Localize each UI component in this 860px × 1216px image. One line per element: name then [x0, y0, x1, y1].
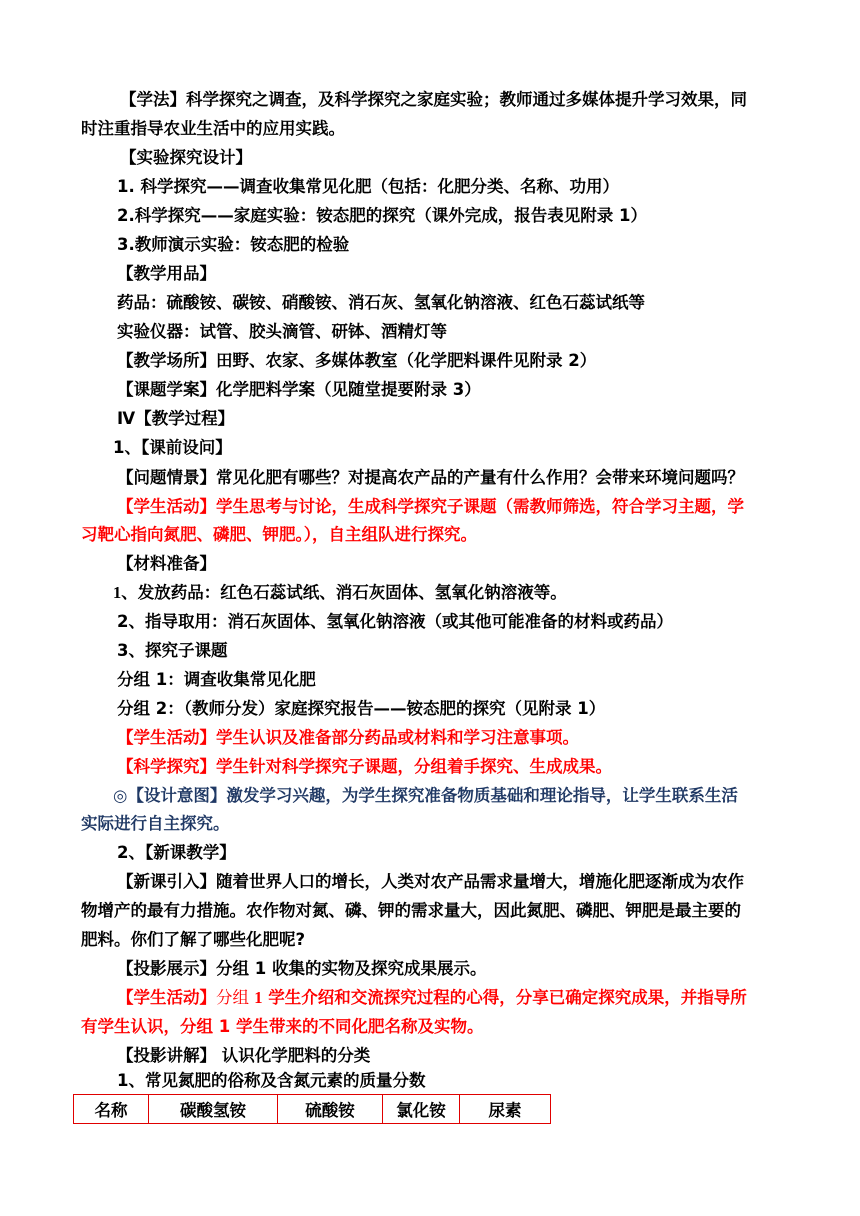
- design-intent-cont: 实际进行自主探究。: [81, 814, 230, 833]
- student-activity-3-text: 学生介绍和交流探究过程的心得，分享已确定探究成果，并指导所: [262, 988, 747, 1007]
- group-1: 分组 1：调查收集常见化肥: [117, 670, 316, 689]
- design-intent: ◎【设计意图】激发学习兴趣，为学生探究准备物质基础和理论指导，让学生联系生活: [113, 786, 738, 805]
- heading-teaching-process: Ⅳ【教学过程】: [117, 409, 235, 428]
- problem-scenario: 【问题情景】常见化肥有哪些？对提高农产品的产量有什么作用？会带来环境问题吗？: [117, 468, 744, 487]
- material-item-1-num: 1: [113, 583, 122, 602]
- instruments-list: 实验仪器：试管、胶头滴管、研钵、酒精灯等: [117, 322, 447, 341]
- table-header-cell: 名称: [74, 1095, 149, 1124]
- student-activity-1-cont: 习靶心指向氮肥、磷肥、钾肥。），自主组队进行探究。: [81, 525, 477, 544]
- new-lesson-intro-end: 肥料。你们了解了哪些化肥呢?: [81, 930, 306, 949]
- student-activity-1: 【学生活动】学生思考与讨论，生成科学探究子课题（需教师筛选，符合学习主题，学: [117, 497, 744, 516]
- new-lesson-intro: 【新课引入】随着世界人口的增长，人类对农产品需求量增大，增施化肥逐渐成为农作: [117, 872, 744, 891]
- new-lesson-intro-cont: 物增产的最有力措施。农作物对氮、磷、钾的需求量大，因此氮肥、磷肥、钾肥是最主要的: [81, 901, 741, 920]
- nitrogen-fertilizer-table: [73, 1094, 551, 1124]
- group-2: 分组 2：（教师分发）家庭探究报告——铵态肥的探究（见附录 1）: [117, 699, 606, 718]
- heading-nitrogen-fertilizers: 1、常见氮肥的俗称及含氮元素的质量分数: [117, 1071, 426, 1090]
- paragraph-study-method: 【学法】科学探究之调查，及科学探究之家庭实验；教师通过多媒体提升学习效果，同: [120, 90, 747, 109]
- lesson-case: 【课题学案】化学肥料学案（见随堂提要附录 3）: [117, 380, 481, 399]
- projection-display: 【投影展示】分组 1 收集的实物及探究成果展示。: [117, 959, 487, 978]
- table-header-cell: 碳酸氢铵: [149, 1095, 278, 1124]
- student-activity-3-group-word: 分组: [216, 988, 255, 1007]
- design-item-1: 1. 科学探究——调查收集常见化肥（包括：化肥分类、名称、功用）: [117, 177, 619, 196]
- drugs-list: 药品：硫酸铵、碳铵、硝酸铵、消石灰、氢氧化钠溶液、红色石蕊试纸等: [117, 293, 645, 312]
- teaching-place: 【教学场所】田野、农家、多媒体教室（化学肥料课件见附录 2）: [117, 351, 597, 370]
- design-item-2: 2.科学探究——家庭实验：铵态肥的探究（课外完成，报告表见附录 1）: [117, 206, 647, 225]
- table-header-row: [74, 1095, 551, 1124]
- science-inquiry: 【科学探究】学生针对科学探究子课题，分组着手探究、生成成果。: [117, 757, 612, 776]
- heading-teaching-supplies: 【教学用品】: [117, 264, 216, 283]
- table-header-cell: 尿素: [460, 1095, 551, 1124]
- material-item-3: 3、探究子课题: [117, 641, 228, 660]
- material-item-2: 2、指导取用：消石灰固体、氢氧化钠溶液（或其他可能准备的材料或药品）: [117, 612, 673, 631]
- table-header-cell: 氯化铵: [383, 1095, 460, 1124]
- student-activity-3-group-num: 1: [254, 988, 263, 1007]
- student-activity-3: [117, 986, 747, 1010]
- heading-material-prep: 【材料准备】: [117, 554, 216, 573]
- material-item-1: [113, 581, 567, 605]
- student-activity-3-cont: 有学生认识，分组 1 学生带来的不同化肥名称及实物。: [81, 1017, 484, 1036]
- heading-pre-class: 1、【课前设问】: [113, 438, 232, 457]
- student-activity-3-label: 【学生活动】: [117, 988, 216, 1007]
- heading-experiment-design: 【实验探究设计】: [120, 148, 252, 167]
- material-item-1-text: 、发放药品：红色石蕊试纸、消石灰固体、氢氧化钠溶液等。: [121, 583, 567, 602]
- table-header-cell: 硫酸铵: [278, 1095, 383, 1124]
- paragraph-study-method-cont: 时注重指导农业生活中的应用实践。: [81, 119, 345, 138]
- student-activity-2: 【学生活动】学生认识及准备部分药品或材料和学习注意事项。: [117, 728, 579, 747]
- projection-lecture: 【投影讲解】 认识化学肥料的分类: [117, 1046, 371, 1065]
- design-item-3: 3.教师演示实验：铵态肥的检验: [117, 235, 350, 254]
- heading-new-lesson: 2、【新课教学】: [117, 843, 236, 862]
